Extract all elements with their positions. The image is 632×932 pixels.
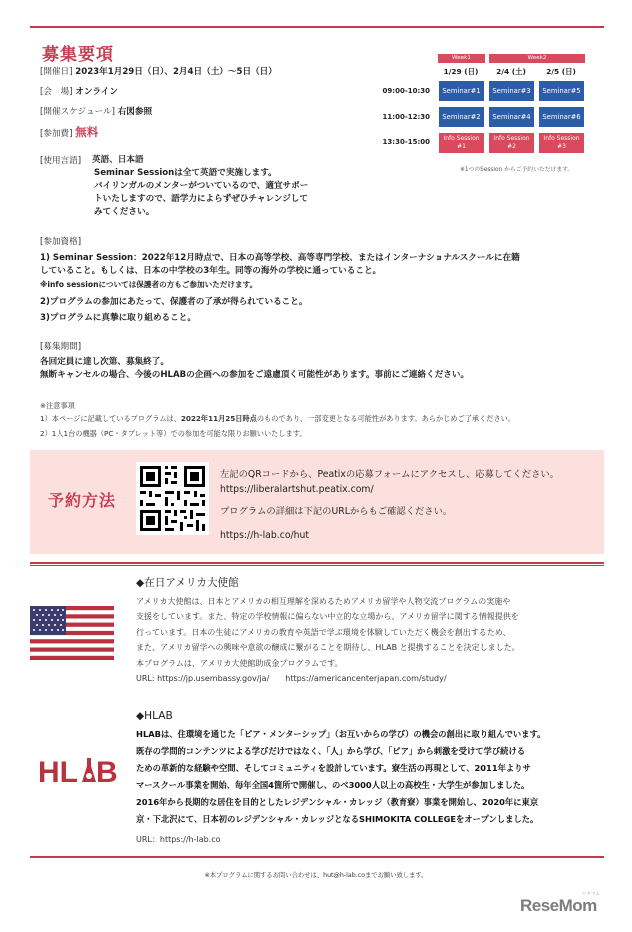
week-header: Week1 <box>438 54 485 63</box>
hlab-line: 既存の学問的コンテンツによる学びだけではなく、「人」から学び、「ピア」から刺激を受けて学び続ける <box>136 746 526 756</box>
reservation-url-2[interactable]: https://h-lab.co/hut <box>220 530 310 541</box>
svg-text:B: B <box>96 756 118 786</box>
date-value: 2023年1月29日（日）、2月4日（土）～5日（日） <box>75 67 277 77</box>
hlab-logo <box>38 752 118 786</box>
hlab-title: ◆HLAB <box>136 710 173 722</box>
info-session-cell[interactable]: Info Session #2 <box>489 133 534 153</box>
info-session-cell[interactable]: Info Session #3 <box>539 133 584 153</box>
date-label: [開催日] <box>40 67 73 77</box>
lang-line: バイリンガルのメンターがついているので、適宜サポー <box>94 181 309 191</box>
eligibility-line: 2)プログラムの参加にあたって、保護者の了承が得られていること。 <box>40 297 308 307</box>
footer-contact: ※本プログラムに関するお問い合わせは、hut@h-lab.coまでお願い致します。 <box>204 872 428 879</box>
schedule-note: ※1つのSession からご予約いただけます。 <box>460 167 574 173</box>
us-flag-icon <box>30 606 114 664</box>
fee-row <box>40 126 98 140</box>
embassy-url[interactable]: URL: https://jp.usembassy.gov/ja/ https://americancenterjapan.com/study/ <box>136 674 447 684</box>
fee-value: 無料 <box>75 125 99 139</box>
period-block <box>40 356 469 382</box>
fee-label: [参加費] <box>40 129 73 139</box>
top-rule <box>30 26 604 28</box>
session-cell[interactable]: Seminar#4 <box>489 107 534 127</box>
period-line: 無断キャンセルの場合、今後のHLABの企画への参加をご遠慮頂く可能性があります。事前にご連絡ください。 <box>40 370 470 380</box>
hlab-line: 2016年から長期的な居住を目的としたレジデンシャル・カレッジ（教育寮）事業を開始し、2020年に東京 <box>136 797 539 807</box>
venue-value: オンライン <box>75 87 118 97</box>
schedule-value: 右図参照 <box>117 107 153 117</box>
embassy-line: また、アメリカ留学への興味や意欲の醸成に繋がることを期待し、HLAB と提携することを決定しました。 <box>136 643 520 653</box>
hlab-line: マースクール事業を開始、毎年全国4箇所で開催し、のべ3000人以上の高校生・大学生が参加しました。 <box>136 780 530 790</box>
reservation-url-1[interactable]: https://liberalartshut.peatix.com/ <box>220 484 374 495</box>
notes-line-1 <box>40 413 515 424</box>
hlab-body <box>136 726 545 828</box>
session-cell[interactable]: Seminar#1 <box>439 81 484 101</box>
notes-line-1-prefix: 1）本ページに記載しているプログラムは、 <box>40 414 181 423</box>
time-label: 11:00-12:30 <box>382 113 430 121</box>
week-header: Week2 <box>489 54 585 63</box>
embassy-line: 本プログラムは、アメリカ大使館助成金プログラムです。 <box>136 658 343 668</box>
resemom-logo: ReseMom <box>520 896 597 915</box>
eligibility-label: [参加資格] <box>40 237 82 247</box>
notes-line-1-suffix: のものであり、一部変更となる可能性があります。あらかじめご了承ください。 <box>256 414 516 423</box>
date-header: 2/5 (日) <box>546 67 576 76</box>
time-label: 13:30-15:00 <box>382 138 430 146</box>
embassy-title: ◆在日アメリカ大使館 <box>136 577 239 589</box>
eligibility-line: 1) Seminar Session：2022年12月時点で、日本の高等学校、高等専門学校、またはインターナショナルスクールに在籍 <box>40 253 520 263</box>
qr-code-icon[interactable] <box>136 462 209 535</box>
brand-subtitle: リセマム <box>582 892 600 897</box>
hlab-line: HLABは、住環境を通じた「ピア・メンターシップ」（お互いからの学び）の機会の創出に取り組んでいます。 <box>136 729 546 739</box>
schedule-label: [開催スケジュール] <box>40 107 115 117</box>
schedule-row <box>40 106 152 118</box>
embassy-line: 支援をしています。また、特定の学校情報に偏らない中立的な立場から、アメリカ留学に関する情報提供を <box>136 612 519 622</box>
lang-label: [使用言語] <box>40 156 82 166</box>
embassy-body <box>136 594 520 686</box>
embassy-line: アメリカ大使館は、日本とアメリカの相互理解を深めるためアメリカ留学や人物交流プログラムの実施や <box>136 597 511 606</box>
notes-line-1-bold: 2022年11月25日時点 <box>180 414 257 423</box>
hlab-line: 京・下北沢にて、日本初のレジデンシャル・カレッジとなるSHIMOKITA COLLEGEをオープンしました。 <box>136 814 539 824</box>
session-cell[interactable]: Seminar#6 <box>539 107 584 127</box>
date-row <box>40 66 277 78</box>
lang-line: トいたしますので、語学力によらずぜひチャレンジして <box>94 194 308 204</box>
session-cell[interactable]: Seminar#3 <box>489 81 534 101</box>
notes-line-2: 2）1人1台の機器（PC・タブレット等）での参加を可能な限りお願いいたします。 <box>40 429 307 438</box>
reservation-line-2: プログラムの詳細は下記のURLからもご確認ください。 <box>220 506 453 517</box>
section-rule <box>30 562 604 564</box>
time-label: 09:00-10:30 <box>382 87 430 95</box>
bottom-rule <box>30 856 604 858</box>
svg-text:HL: HL <box>38 756 78 786</box>
date-header: 1/29 (日) <box>443 67 479 76</box>
eligibility-block <box>40 252 520 325</box>
eligibility-note: ※info sessionについては保護者の方もご参加いただけます。 <box>40 280 258 289</box>
period-line: 各回定員に達し次第、募集終了。 <box>40 357 169 367</box>
notes-title: ※注意事項 <box>40 401 75 410</box>
section-rule <box>30 565 604 566</box>
eligibility-line: していること。もしくは、日本の中学校の3年生。同等の海外の学校に通っていること。 <box>40 266 382 276</box>
session-cell[interactable]: Seminar#5 <box>539 81 584 101</box>
session-cell[interactable]: Seminar#2 <box>439 107 484 127</box>
page-title: 募集要項 <box>42 45 114 65</box>
lang-block <box>92 154 308 219</box>
hlab-line: ための革新的な経験や空間、そしてコミュニティを設計しています。寮生活の再現として、2011年よりサ <box>136 763 531 773</box>
lang-line: 英語、日本語 <box>92 155 144 165</box>
date-header: 2/4 (土) <box>496 67 526 76</box>
embassy-line: 行っています。日本の生徒にアメリカの教育や英語で学ぶ環境を体験していただく機会を創出するため、 <box>136 627 511 637</box>
lang-line: Seminar Sessionは全て英語で実施します。 <box>94 168 277 178</box>
period-label: [募集期間] <box>40 342 82 352</box>
venue-row <box>40 86 118 98</box>
hlab-url[interactable]: URL：https://h-lab.co <box>136 835 221 844</box>
reservation-line-1: 左記のQRコードから、Peatixの応募フォームにアクセスし、応募してください。 <box>220 469 559 480</box>
lang-line: みてください。 <box>94 207 155 217</box>
reservation-title: 予約方法 <box>48 491 117 510</box>
reservation-box <box>30 450 604 554</box>
eligibility-line: 3)プログラムに真摯に取り組めること。 <box>40 313 196 323</box>
info-session-cell[interactable]: Info Session #1 <box>439 133 484 153</box>
venue-label: [会 場] <box>40 87 73 97</box>
